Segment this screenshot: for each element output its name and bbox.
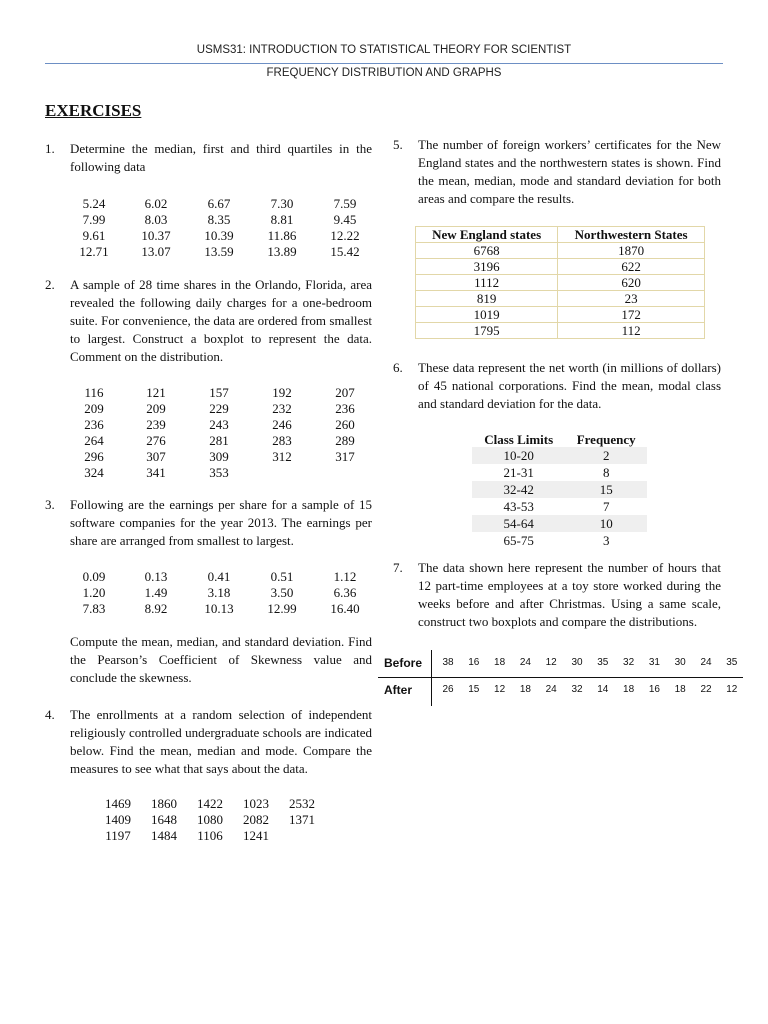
table-row bbox=[472, 481, 647, 498]
data-cell: 157 bbox=[209, 385, 229, 400]
table-cell: 10-20 bbox=[472, 447, 565, 464]
q6-table bbox=[472, 432, 647, 549]
exercises-title: EXERCISES bbox=[45, 101, 142, 120]
table-row bbox=[472, 515, 647, 532]
table-cell: 1870 bbox=[558, 243, 705, 259]
data-cell: 1.49 bbox=[144, 585, 168, 600]
data-cell: 243 bbox=[209, 417, 229, 432]
data-cell: 8.81 bbox=[270, 212, 294, 227]
before-value: 30 bbox=[571, 657, 583, 668]
table-cell: 21-31 bbox=[503, 465, 534, 480]
data-cell: 281 bbox=[209, 433, 229, 448]
vertical-rule bbox=[431, 650, 432, 706]
table-cell: 622 bbox=[558, 259, 705, 275]
data-cell: 121 bbox=[146, 385, 166, 400]
table-cell: 43-53 bbox=[503, 499, 534, 514]
data-cell: 3.18 bbox=[207, 585, 231, 600]
table-cell: 15 bbox=[565, 481, 647, 498]
table-row bbox=[416, 275, 705, 291]
before-value: 38 bbox=[442, 657, 454, 668]
table-cell: 10 bbox=[565, 515, 647, 532]
question-number: 6. bbox=[393, 360, 403, 375]
data-cell: 12.22 bbox=[330, 228, 360, 243]
before-value: 30 bbox=[674, 657, 686, 668]
data-cell: 260 bbox=[335, 417, 355, 432]
table-row bbox=[416, 259, 705, 275]
question-number: 4. bbox=[45, 707, 55, 722]
question-text: Compute the mean, median, and standard deviation. Find the Pearson’s Coefficient of Skewness value and conclude the skewness. bbox=[70, 634, 372, 685]
before-value: 31 bbox=[648, 657, 660, 668]
data-cell: 1648 bbox=[151, 812, 177, 827]
q5-table bbox=[415, 226, 705, 339]
data-cell: 6.36 bbox=[333, 585, 357, 600]
question-text: A sample of 28 time shares in the Orlando, Florida, area revealed the following daily charges for a one-bedroom suite. For convenience, the data are ordered from smallest to largest. Construct a boxplot to represent the data. Comment on the distribution. bbox=[70, 277, 372, 364]
table-cell: 620 bbox=[558, 275, 705, 291]
data-cell: 207 bbox=[335, 385, 355, 400]
horizontal-rule bbox=[378, 677, 743, 678]
table-row bbox=[416, 307, 705, 323]
table-cell: 2 bbox=[565, 447, 647, 464]
data-cell: 307 bbox=[146, 449, 166, 464]
question-text: The enrollments at a random selection of independent religiously controlled undergraduate schools are indicated below. Find the mean, median and mode. Compare the measures to see what that says about the data. bbox=[70, 707, 372, 776]
column-header: Frequency bbox=[576, 432, 636, 447]
data-cell: 1422 bbox=[197, 796, 223, 811]
after-value: 14 bbox=[597, 684, 609, 695]
after-value: 18 bbox=[674, 684, 686, 695]
question-number: 3. bbox=[45, 497, 55, 512]
before-value: 35 bbox=[726, 657, 738, 668]
data-cell: 7.30 bbox=[270, 196, 294, 211]
data-cell: 312 bbox=[272, 449, 292, 464]
data-cell: 209 bbox=[84, 401, 104, 416]
data-cell: 7.99 bbox=[82, 212, 106, 227]
data-cell: 264 bbox=[84, 433, 104, 448]
data-cell: 246 bbox=[272, 417, 292, 432]
after-value: 32 bbox=[571, 684, 583, 695]
data-cell: 13.07 bbox=[141, 244, 171, 259]
data-cell: 1469 bbox=[105, 796, 131, 811]
data-cell: 8.35 bbox=[207, 212, 231, 227]
data-cell: 2532 bbox=[289, 796, 315, 811]
before-value: 35 bbox=[597, 657, 609, 668]
before-value: 18 bbox=[494, 657, 506, 668]
data-cell: 5.24 bbox=[82, 196, 106, 211]
data-cell: 15.42 bbox=[330, 244, 360, 259]
before-label: Before bbox=[384, 656, 423, 670]
question-text: Determine the median, first and third quartiles in the following data bbox=[70, 141, 372, 174]
data-cell: 10.39 bbox=[204, 228, 234, 243]
after-value: 16 bbox=[648, 684, 660, 695]
table-cell: 3 bbox=[602, 533, 610, 548]
after-value: 24 bbox=[545, 684, 557, 695]
data-cell: 341 bbox=[146, 465, 166, 480]
data-cell: 13.89 bbox=[267, 244, 297, 259]
data-cell: 8.03 bbox=[144, 212, 168, 227]
before-value: 24 bbox=[519, 657, 531, 668]
table-row bbox=[416, 243, 705, 259]
data-cell: 353 bbox=[209, 465, 229, 480]
data-cell: 324 bbox=[84, 465, 104, 480]
data-cell: 6.67 bbox=[207, 196, 231, 211]
data-cell: 0.09 bbox=[82, 569, 106, 584]
data-cell: 229 bbox=[209, 401, 229, 416]
table-cell: 3196 bbox=[416, 259, 558, 275]
table-row bbox=[472, 464, 647, 481]
data-cell: 236 bbox=[335, 401, 355, 416]
data-cell: 116 bbox=[84, 385, 104, 400]
question-number: 2. bbox=[45, 277, 55, 292]
column-header: Class Limits bbox=[484, 432, 554, 447]
question-text: These data represent the net worth (in millions of dollars) of 45 national corporations. Find the mean, modal class and standard deviation for the data. bbox=[418, 360, 721, 411]
before-value: 24 bbox=[700, 657, 712, 668]
question-text: The data shown here represent the number of hours that 12 part-time employees at a toy store worked during the weeks before and after Christmas. Using a same scale, construct two boxplots and compare the distributions. bbox=[418, 560, 721, 629]
before-after-table bbox=[378, 650, 743, 706]
data-cell: 1197 bbox=[105, 828, 131, 843]
table-cell: 7 bbox=[602, 499, 610, 514]
data-cell: 11.86 bbox=[267, 228, 297, 243]
data-cell: 7.83 bbox=[82, 601, 106, 616]
data-cell: 1.12 bbox=[333, 569, 357, 584]
data-cell: 3.50 bbox=[270, 585, 294, 600]
data-cell: 0.41 bbox=[207, 569, 231, 584]
question-number: 5. bbox=[393, 137, 403, 152]
topic-header: FREQUENCY DISTRIBUTION AND GRAPHS bbox=[266, 67, 502, 79]
data-cell: 6.02 bbox=[144, 196, 168, 211]
table-cell: 112 bbox=[558, 323, 705, 339]
data-cell: 236 bbox=[84, 417, 104, 432]
data-cell: 289 bbox=[335, 433, 355, 448]
data-cell: 276 bbox=[146, 433, 166, 448]
question-number: 7. bbox=[393, 560, 403, 575]
data-cell: 12.71 bbox=[79, 244, 109, 259]
data-cell: 2082 bbox=[243, 812, 269, 827]
table-row bbox=[416, 291, 705, 307]
question-text: Following are the earnings per share for a sample of 15 software companies for the year 2013. The earnings per share are arranged from smallest to largest. bbox=[70, 497, 372, 548]
table-cell: 1112 bbox=[416, 275, 558, 291]
table-cell: 6768 bbox=[416, 243, 558, 259]
data-cell: 1106 bbox=[197, 828, 223, 843]
table-row bbox=[472, 447, 647, 464]
column-header: New England states bbox=[416, 227, 558, 243]
after-label: After bbox=[384, 683, 413, 697]
course-header: USMS31: INTRODUCTION TO STATISTICAL THEORY FOR SCIENTIST bbox=[196, 44, 572, 56]
table-cell: 32-42 bbox=[472, 481, 565, 498]
table-row bbox=[472, 498, 647, 515]
data-cell: 10.37 bbox=[141, 228, 171, 243]
data-cell: 1023 bbox=[243, 796, 269, 811]
after-value: 15 bbox=[468, 684, 480, 695]
data-cell: 296 bbox=[84, 449, 104, 464]
before-value: 16 bbox=[468, 657, 480, 668]
data-cell: 209 bbox=[146, 401, 166, 416]
data-cell: 1241 bbox=[243, 828, 269, 843]
question-number: 1. bbox=[45, 141, 55, 156]
after-value: 12 bbox=[726, 684, 738, 695]
table-cell: 819 bbox=[416, 291, 558, 307]
data-cell: 10.13 bbox=[204, 601, 234, 616]
after-value: 18 bbox=[519, 684, 531, 695]
column-header: Northwestern States bbox=[558, 227, 705, 243]
data-cell: 192 bbox=[272, 385, 292, 400]
table-cell: 172 bbox=[558, 307, 705, 323]
data-cell: 1860 bbox=[151, 796, 177, 811]
header-divider bbox=[45, 63, 723, 64]
data-cell: 16.40 bbox=[330, 601, 360, 616]
after-value: 22 bbox=[700, 684, 712, 695]
data-cell: 13.59 bbox=[204, 244, 234, 259]
data-cell: 239 bbox=[146, 417, 166, 432]
data-cell: 1080 bbox=[197, 812, 223, 827]
table-cell: 1019 bbox=[416, 307, 558, 323]
data-cell: 0.51 bbox=[270, 569, 294, 584]
table-row bbox=[472, 532, 647, 549]
table-cell: 8 bbox=[602, 465, 610, 480]
data-cell: 283 bbox=[272, 433, 292, 448]
data-cell: 232 bbox=[272, 401, 292, 416]
after-value: 26 bbox=[442, 684, 454, 695]
after-value: 18 bbox=[623, 684, 635, 695]
data-cell: 0.13 bbox=[144, 569, 168, 584]
table-cell: 65-75 bbox=[503, 533, 534, 548]
data-cell: 9.45 bbox=[333, 212, 357, 227]
data-cell: 1371 bbox=[289, 812, 315, 827]
table-cell: 1795 bbox=[416, 323, 558, 339]
table-cell: 23 bbox=[558, 291, 705, 307]
data-cell: 1409 bbox=[105, 812, 131, 827]
table-cell: 54-64 bbox=[472, 515, 565, 532]
before-value: 12 bbox=[545, 657, 557, 668]
question-text: The number of foreign workers’ certificates for the New England states and the northwestern states is shown. Find the mean, median, mode and standard deviation for both areas and compare the results. bbox=[418, 137, 721, 206]
data-cell: 12.99 bbox=[267, 601, 297, 616]
data-cell: 317 bbox=[335, 449, 355, 464]
table-row bbox=[416, 323, 705, 339]
data-cell: 309 bbox=[209, 449, 229, 464]
data-cell: 8.92 bbox=[144, 601, 168, 616]
after-value: 12 bbox=[494, 684, 506, 695]
data-cell: 9.61 bbox=[82, 228, 106, 243]
data-cell: 7.59 bbox=[333, 196, 357, 211]
data-cell: 1484 bbox=[151, 828, 177, 843]
data-cell: 1.20 bbox=[82, 585, 106, 600]
before-value: 32 bbox=[623, 657, 635, 668]
